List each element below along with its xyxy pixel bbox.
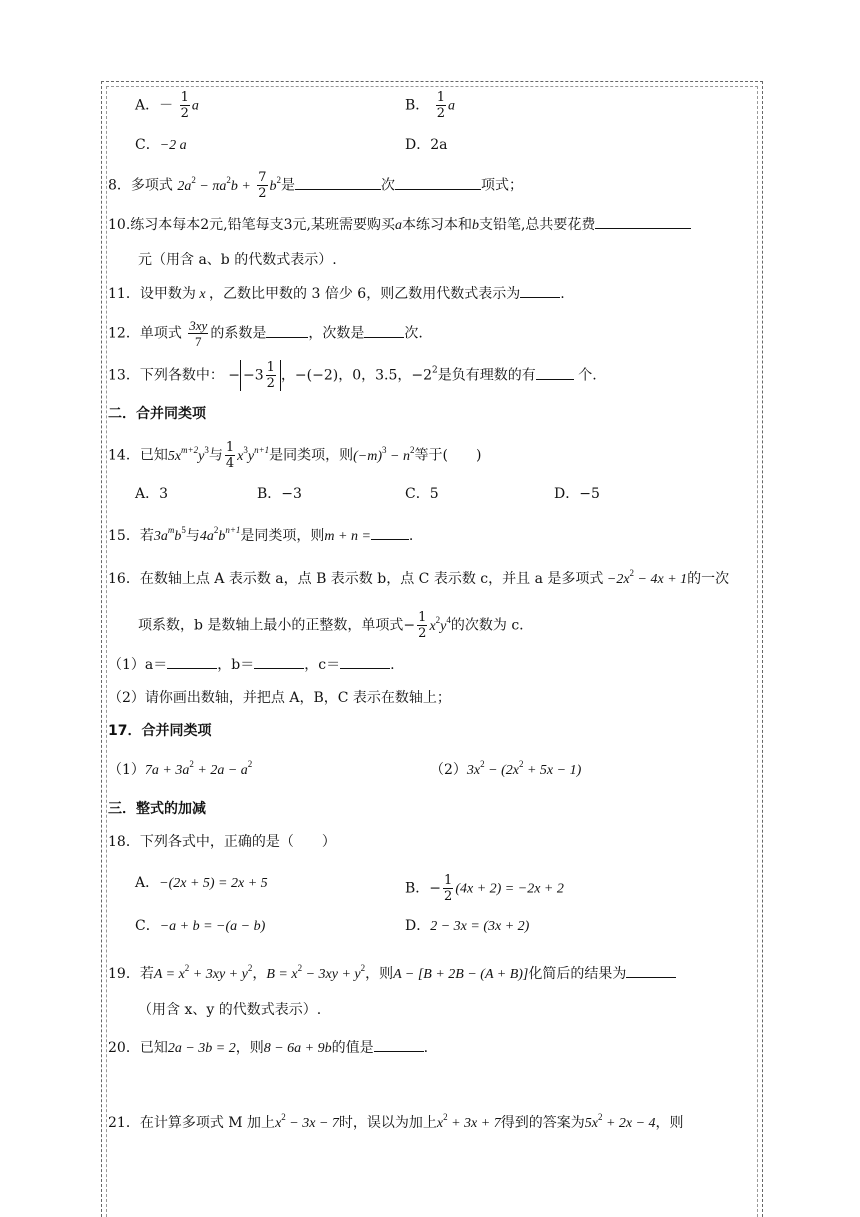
question-15: 15．若$3a^mb^5$与$4a^2b^{n+1}$是同类项，则m + n = . bbox=[108, 525, 414, 544]
question-21: 21．在计算多项式 M 加上$x^2 - 3x - 7$时，误以为加上$x^2 + 3x + 7$得到的答案为$5x^2 + 2x - 4$，则 bbox=[108, 1112, 684, 1131]
answer-blank[interactable] bbox=[340, 654, 390, 669]
fraction: $\frac{1}{2}$ bbox=[436, 90, 446, 121]
question-19-line2: （用含 x、y 的代数式表示）. bbox=[138, 1002, 322, 1018]
question-10: 10.练习本每本2元,铅笔每支3元,某班需要购买a本练习本和b支铅笔,总共要花费 bbox=[108, 214, 691, 236]
q14-option-c: C．5 bbox=[405, 486, 439, 502]
section-heading: 三．整式的加减 bbox=[108, 801, 206, 817]
q18-option-d: D．2 − 3x = (3x + 2) bbox=[405, 918, 530, 934]
answer-blank[interactable] bbox=[371, 525, 409, 540]
question-16: 16．在数轴上点 A 表示数 a，点 B 表示数 b，点 C 表示数 c，并且 a 是多项式 $-2x^2 - 4x + 1$的一次 bbox=[108, 568, 730, 587]
answer-blank[interactable] bbox=[295, 175, 381, 190]
answer-blank[interactable] bbox=[626, 963, 676, 978]
answer-blank[interactable] bbox=[374, 1037, 424, 1052]
question-17-part1: $(1)7a + 3a^2 + 2a - a^2$ bbox=[108, 759, 253, 778]
question-13: 13．下列各数中： − −3 $\frac{1}{2}$ ，−(−2)，0，3.5，$-2^2$是负有理数的有 个. bbox=[108, 360, 597, 391]
answer-blank[interactable] bbox=[167, 654, 217, 669]
question-19: 19．若$A = x^2 + 3xy + y^2$，$B = x^2 - 3xy + y^2$，则A − [B + 2B − (A + B)]化简后的结果为 bbox=[108, 963, 676, 985]
question-17-title: 17．合并同类项 bbox=[108, 723, 212, 739]
question-16-part1: （1）a＝ ，b＝ ，c＝ . bbox=[108, 654, 395, 675]
answer-blank[interactable] bbox=[364, 323, 404, 338]
answer-blank[interactable] bbox=[536, 365, 574, 380]
q18-option-b: B．− $\frac{1}{2}$ (4x + 2) = −2x + 2 bbox=[405, 873, 564, 904]
q7-option-d: D．2a bbox=[405, 137, 448, 153]
question-16-part2: （2）请你画出数轴，并把点 A，B，C 表示在数轴上； bbox=[108, 690, 451, 706]
question-16-line2: 项系数，b 是数轴上最小的正整数，单项式− $\frac{1}{2}$ $x^2y^4$的次数为 c. bbox=[138, 610, 524, 641]
q14-option-a: A．3 bbox=[135, 486, 169, 502]
question-14: 14．已知$5x^{m+2}y^3$与 $\frac{1}{4}$ $x^3y^{n+1}$是同类项，则$(-m)^3 - n^2$等于( ) bbox=[108, 440, 482, 471]
q7-option-b: B． $\frac{1}{2}$ a bbox=[405, 90, 456, 121]
answer-blank[interactable] bbox=[595, 214, 691, 229]
answer-blank[interactable] bbox=[254, 654, 304, 669]
question-18: 18．下列各式中，正确的是（ ） bbox=[108, 834, 336, 850]
q7-option-a: A．－ $\frac{1}{2}$ a bbox=[135, 90, 199, 121]
answer-blank[interactable] bbox=[395, 175, 481, 190]
fraction: $\frac{1}{2}$ bbox=[180, 90, 189, 121]
question-10-line2: 元（用含 a、b 的代数式表示）. bbox=[138, 252, 337, 268]
answer-blank[interactable] bbox=[266, 323, 308, 338]
answer-blank[interactable] bbox=[520, 283, 560, 298]
question-17-part2: $(2)3x^2 - (2x^2 + 5x - 1)$ bbox=[430, 759, 582, 778]
q18-option-a: A．−(2x + 5) = 2x + 5 bbox=[135, 875, 268, 891]
q14-option-d: D．−5 bbox=[554, 486, 600, 502]
question-11: 11．设甲数为 x ，乙数比甲数的 3 倍少 6，则乙数用代数式表示为 . bbox=[108, 283, 565, 305]
question-20: 20．已知2a − 3b = 2，则8 − 6a + 9b的值是 . bbox=[108, 1037, 428, 1059]
q7-option-c: C．−2 a bbox=[135, 137, 187, 153]
question-8: 8．多项式 $2a^2 - \pi a^2b$ + $\frac{7}{2}$ $b^2$是 次 项式； bbox=[108, 170, 524, 201]
question-12: 12．单项式 $\frac{3xy}{7}$ 的系数是 ，次数是 次. bbox=[108, 318, 423, 349]
q18-option-c: C．−a + b = −(a − b) bbox=[135, 918, 266, 934]
section-heading: 二．合并同类项 bbox=[108, 406, 206, 422]
q14-option-b: B．−3 bbox=[257, 486, 302, 502]
